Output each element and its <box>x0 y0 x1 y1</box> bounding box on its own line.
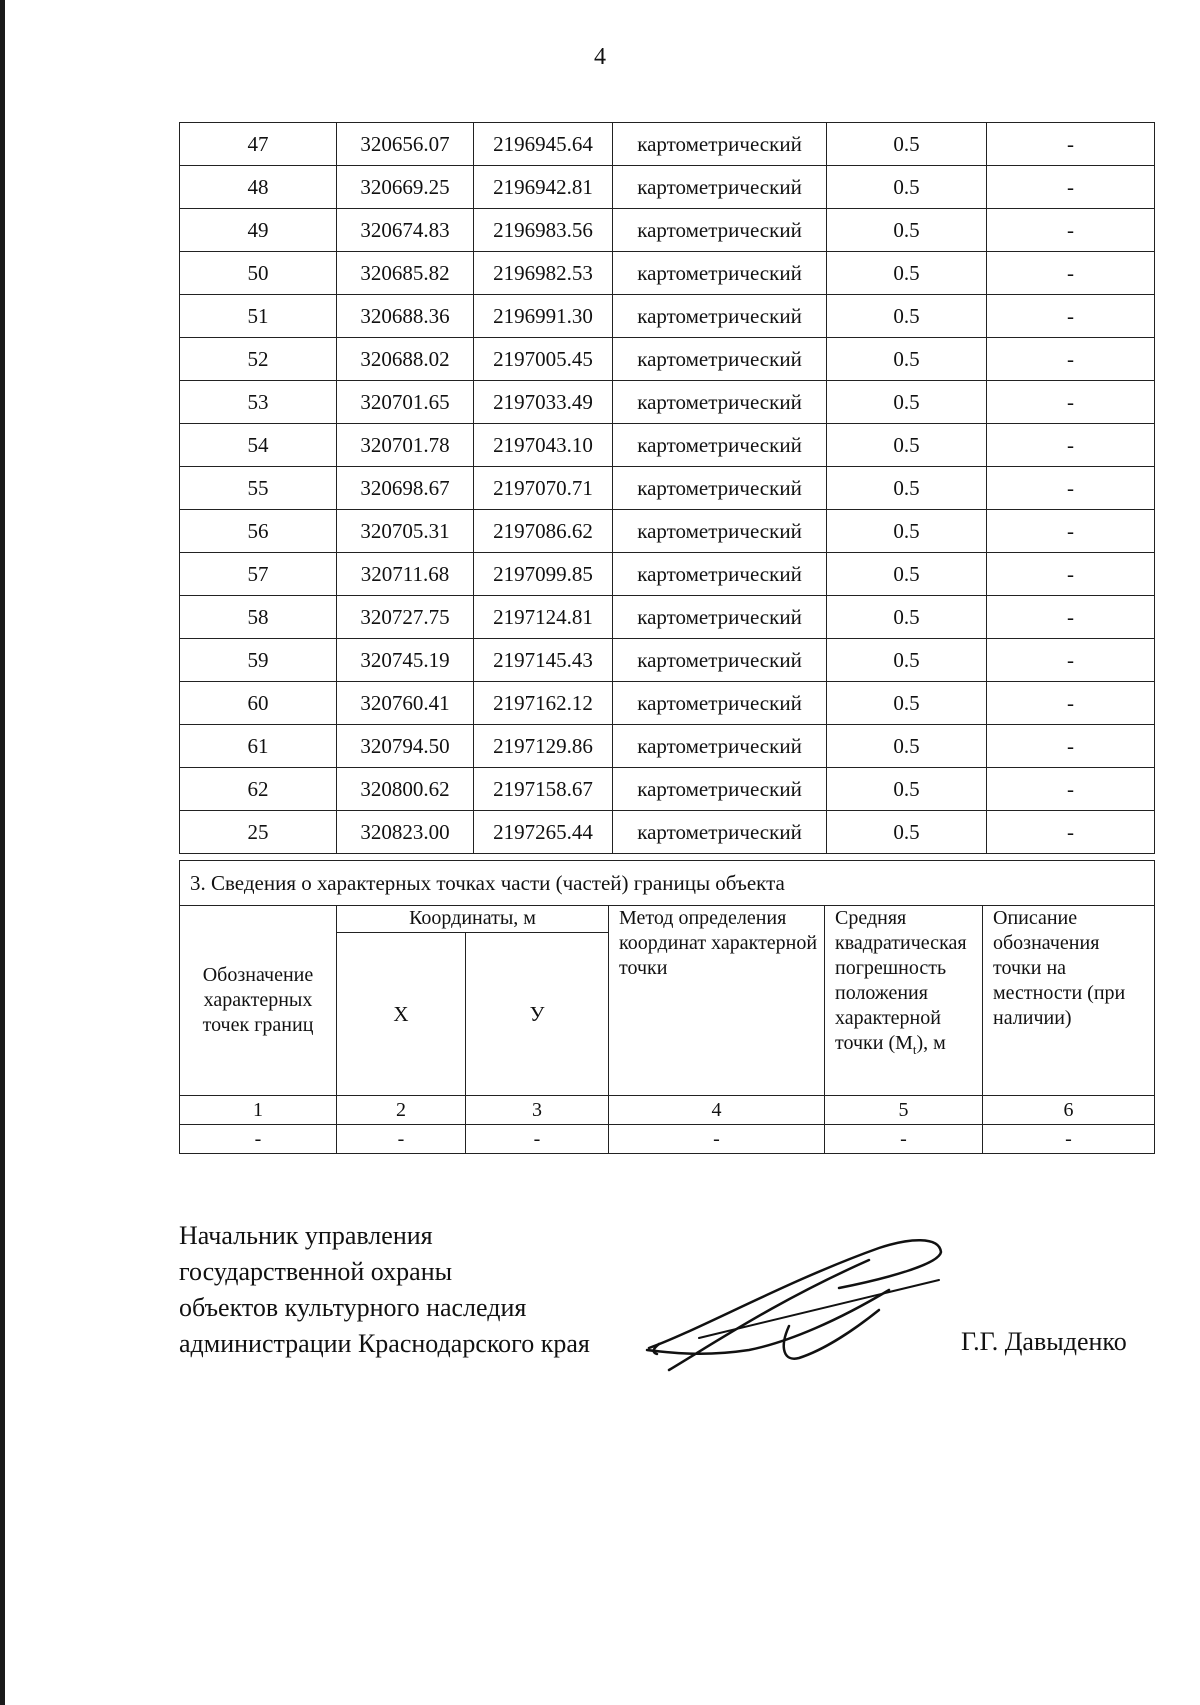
accuracy-cell: 0.5 <box>827 811 987 854</box>
accuracy-cell: 0.5 <box>827 596 987 639</box>
description-cell: - <box>987 252 1155 295</box>
method-cell: картометрический <box>613 768 827 811</box>
header-accuracy <box>825 906 983 1096</box>
coord-x-cell: 320727.75 <box>337 596 474 639</box>
column-number: 3 <box>466 1096 609 1125</box>
table-cell: - <box>180 1125 337 1154</box>
accuracy-cell: 0.5 <box>827 467 987 510</box>
coord-x-cell: 320800.62 <box>337 768 474 811</box>
header-accuracy-sub: t <box>912 1042 917 1057</box>
description-cell: - <box>987 639 1155 682</box>
table-cell: - <box>609 1125 825 1154</box>
coord-y-cell: 2196942.81 <box>474 166 613 209</box>
coord-y-cell: 2197099.85 <box>474 553 613 596</box>
coord-x-cell: 320685.82 <box>337 252 474 295</box>
description-cell: - <box>987 123 1155 166</box>
table-row <box>180 338 1155 381</box>
accuracy-cell: 0.5 <box>827 295 987 338</box>
coord-x-cell: 320701.78 <box>337 424 474 467</box>
table-row <box>180 467 1155 510</box>
coord-x-cell: 320701.65 <box>337 381 474 424</box>
point-id-cell: 56 <box>180 510 337 553</box>
scan-edge <box>0 0 5 1705</box>
position-line: государственной охраны <box>179 1257 453 1286</box>
table-row <box>180 725 1155 768</box>
coord-y-cell: 2197158.67 <box>474 768 613 811</box>
coord-y-cell: 2197265.44 <box>474 811 613 854</box>
accuracy-cell: 0.5 <box>827 381 987 424</box>
coord-y-cell: 2197043.10 <box>474 424 613 467</box>
point-id-cell: 50 <box>180 252 337 295</box>
header-x: X <box>337 933 466 1096</box>
point-id-cell: 25 <box>180 811 337 854</box>
table-row <box>180 768 1155 811</box>
accuracy-cell: 0.5 <box>827 682 987 725</box>
coord-x-cell: 320711.68 <box>337 553 474 596</box>
description-cell: - <box>987 166 1155 209</box>
point-id-cell: 55 <box>180 467 337 510</box>
point-id-cell: 61 <box>180 725 337 768</box>
handwritten-signature <box>639 1230 959 1380</box>
coord-y-cell: 2197070.71 <box>474 467 613 510</box>
description-cell: - <box>987 381 1155 424</box>
column-number: 6 <box>983 1096 1155 1125</box>
method-cell: картометрический <box>613 209 827 252</box>
page-number: 4 <box>594 44 606 70</box>
section3-title: 3. Сведения о характерных точках части (частей) границы объекта <box>180 861 1155 906</box>
table-row <box>180 1125 1155 1154</box>
table-row <box>180 209 1155 252</box>
table-row <box>180 553 1155 596</box>
point-id-cell: 52 <box>180 338 337 381</box>
accuracy-cell: 0.5 <box>827 768 987 811</box>
accuracy-cell: 0.5 <box>827 338 987 381</box>
coord-y-cell: 2197162.12 <box>474 682 613 725</box>
coord-x-cell: 320688.36 <box>337 295 474 338</box>
table-cell: - <box>825 1125 983 1154</box>
table-row <box>180 682 1155 725</box>
point-id-cell: 51 <box>180 295 337 338</box>
table-cell: - <box>337 1125 466 1154</box>
coord-x-cell: 320674.83 <box>337 209 474 252</box>
coord-x-cell: 320794.50 <box>337 725 474 768</box>
coord-x-cell: 320656.07 <box>337 123 474 166</box>
point-id-cell: 57 <box>180 553 337 596</box>
method-cell: картометрический <box>613 252 827 295</box>
description-cell: - <box>987 467 1155 510</box>
accuracy-cell: 0.5 <box>827 123 987 166</box>
description-cell: - <box>987 295 1155 338</box>
method-cell: картометрический <box>613 295 827 338</box>
coord-y-cell: 2197033.49 <box>474 381 613 424</box>
accuracy-cell: 0.5 <box>827 209 987 252</box>
header-y: У <box>466 933 609 1096</box>
description-cell: - <box>987 424 1155 467</box>
coord-x-cell: 320705.31 <box>337 510 474 553</box>
point-id-cell: 49 <box>180 209 337 252</box>
coord-y-cell: 2197086.62 <box>474 510 613 553</box>
coord-x-cell: 320688.02 <box>337 338 474 381</box>
coord-y-cell: 2197124.81 <box>474 596 613 639</box>
method-cell: картометрический <box>613 725 827 768</box>
table-row <box>180 811 1155 854</box>
coord-y-cell: 2197129.86 <box>474 725 613 768</box>
method-cell: картометрический <box>613 553 827 596</box>
description-cell: - <box>987 338 1155 381</box>
table-row <box>180 424 1155 467</box>
header-accuracy-main: Средняя квадратическая погрешность положения характерной точки (M <box>835 907 967 1054</box>
table-row <box>180 123 1155 166</box>
points-table <box>179 122 1155 854</box>
point-id-cell: 58 <box>180 596 337 639</box>
table-row <box>180 639 1155 682</box>
table-row <box>180 295 1155 338</box>
header-description: Описание обозначения точки на местности (при наличии) <box>983 906 1155 1096</box>
signatory-name: Г.Г. Давыденко <box>961 1327 1127 1356</box>
column-number: 4 <box>609 1096 825 1125</box>
accuracy-cell: 0.5 <box>827 553 987 596</box>
description-cell: - <box>987 768 1155 811</box>
method-cell: картометрический <box>613 381 827 424</box>
header-designation: Обозначение характерных точек границ <box>180 906 337 1096</box>
coord-x-cell: 320745.19 <box>337 639 474 682</box>
point-id-cell: 47 <box>180 123 337 166</box>
description-cell: - <box>987 553 1155 596</box>
position-line: объектов культурного наследия <box>179 1293 527 1322</box>
description-cell: - <box>987 596 1155 639</box>
method-cell: картометрический <box>613 811 827 854</box>
column-number: 2 <box>337 1096 466 1125</box>
method-cell: картометрический <box>613 424 827 467</box>
table-row <box>180 252 1155 295</box>
coord-y-cell: 2196983.56 <box>474 209 613 252</box>
method-cell: картометрический <box>613 338 827 381</box>
coord-y-cell: 2197145.43 <box>474 639 613 682</box>
coord-y-cell: 2196991.30 <box>474 295 613 338</box>
method-cell: картометрический <box>613 596 827 639</box>
accuracy-cell: 0.5 <box>827 166 987 209</box>
table-row <box>180 381 1155 424</box>
accuracy-cell: 0.5 <box>827 424 987 467</box>
method-cell: картометрический <box>613 123 827 166</box>
header-coordinates: Координаты, м <box>337 906 609 933</box>
description-cell: - <box>987 725 1155 768</box>
section3-table <box>179 860 1155 1154</box>
point-id-cell: 53 <box>180 381 337 424</box>
coord-x-cell: 320823.00 <box>337 811 474 854</box>
description-cell: - <box>987 510 1155 553</box>
table-cell: - <box>983 1125 1155 1154</box>
coord-x-cell: 320760.41 <box>337 682 474 725</box>
column-number: 5 <box>825 1096 983 1125</box>
header-accuracy-tail: ), м <box>916 1032 946 1054</box>
table-cell: - <box>466 1125 609 1154</box>
point-id-cell: 62 <box>180 768 337 811</box>
description-cell: - <box>987 811 1155 854</box>
point-id-cell: 59 <box>180 639 337 682</box>
method-cell: картометрический <box>613 510 827 553</box>
table-row <box>180 510 1155 553</box>
header-method: Метод определения координат характерной точки <box>609 906 825 1096</box>
column-number: 1 <box>180 1096 337 1125</box>
coord-y-cell: 2196945.64 <box>474 123 613 166</box>
point-id-cell: 60 <box>180 682 337 725</box>
method-cell: картометрический <box>613 682 827 725</box>
method-cell: картометрический <box>613 467 827 510</box>
coord-y-cell: 2197005.45 <box>474 338 613 381</box>
signature-block <box>179 1218 1159 1398</box>
method-cell: картометрический <box>613 639 827 682</box>
table-row <box>180 166 1155 209</box>
description-cell: - <box>987 209 1155 252</box>
accuracy-cell: 0.5 <box>827 510 987 553</box>
position-line: Начальник управления <box>179 1221 433 1250</box>
coord-y-cell: 2196982.53 <box>474 252 613 295</box>
accuracy-cell: 0.5 <box>827 639 987 682</box>
point-id-cell: 48 <box>180 166 337 209</box>
point-id-cell: 54 <box>180 424 337 467</box>
description-cell: - <box>987 682 1155 725</box>
accuracy-cell: 0.5 <box>827 725 987 768</box>
method-cell: картометрический <box>613 166 827 209</box>
position-line: администрации Краснодарского края <box>179 1329 590 1358</box>
signatory-position <box>179 1218 679 1362</box>
table-row <box>180 596 1155 639</box>
accuracy-cell: 0.5 <box>827 252 987 295</box>
coord-x-cell: 320669.25 <box>337 166 474 209</box>
coord-x-cell: 320698.67 <box>337 467 474 510</box>
